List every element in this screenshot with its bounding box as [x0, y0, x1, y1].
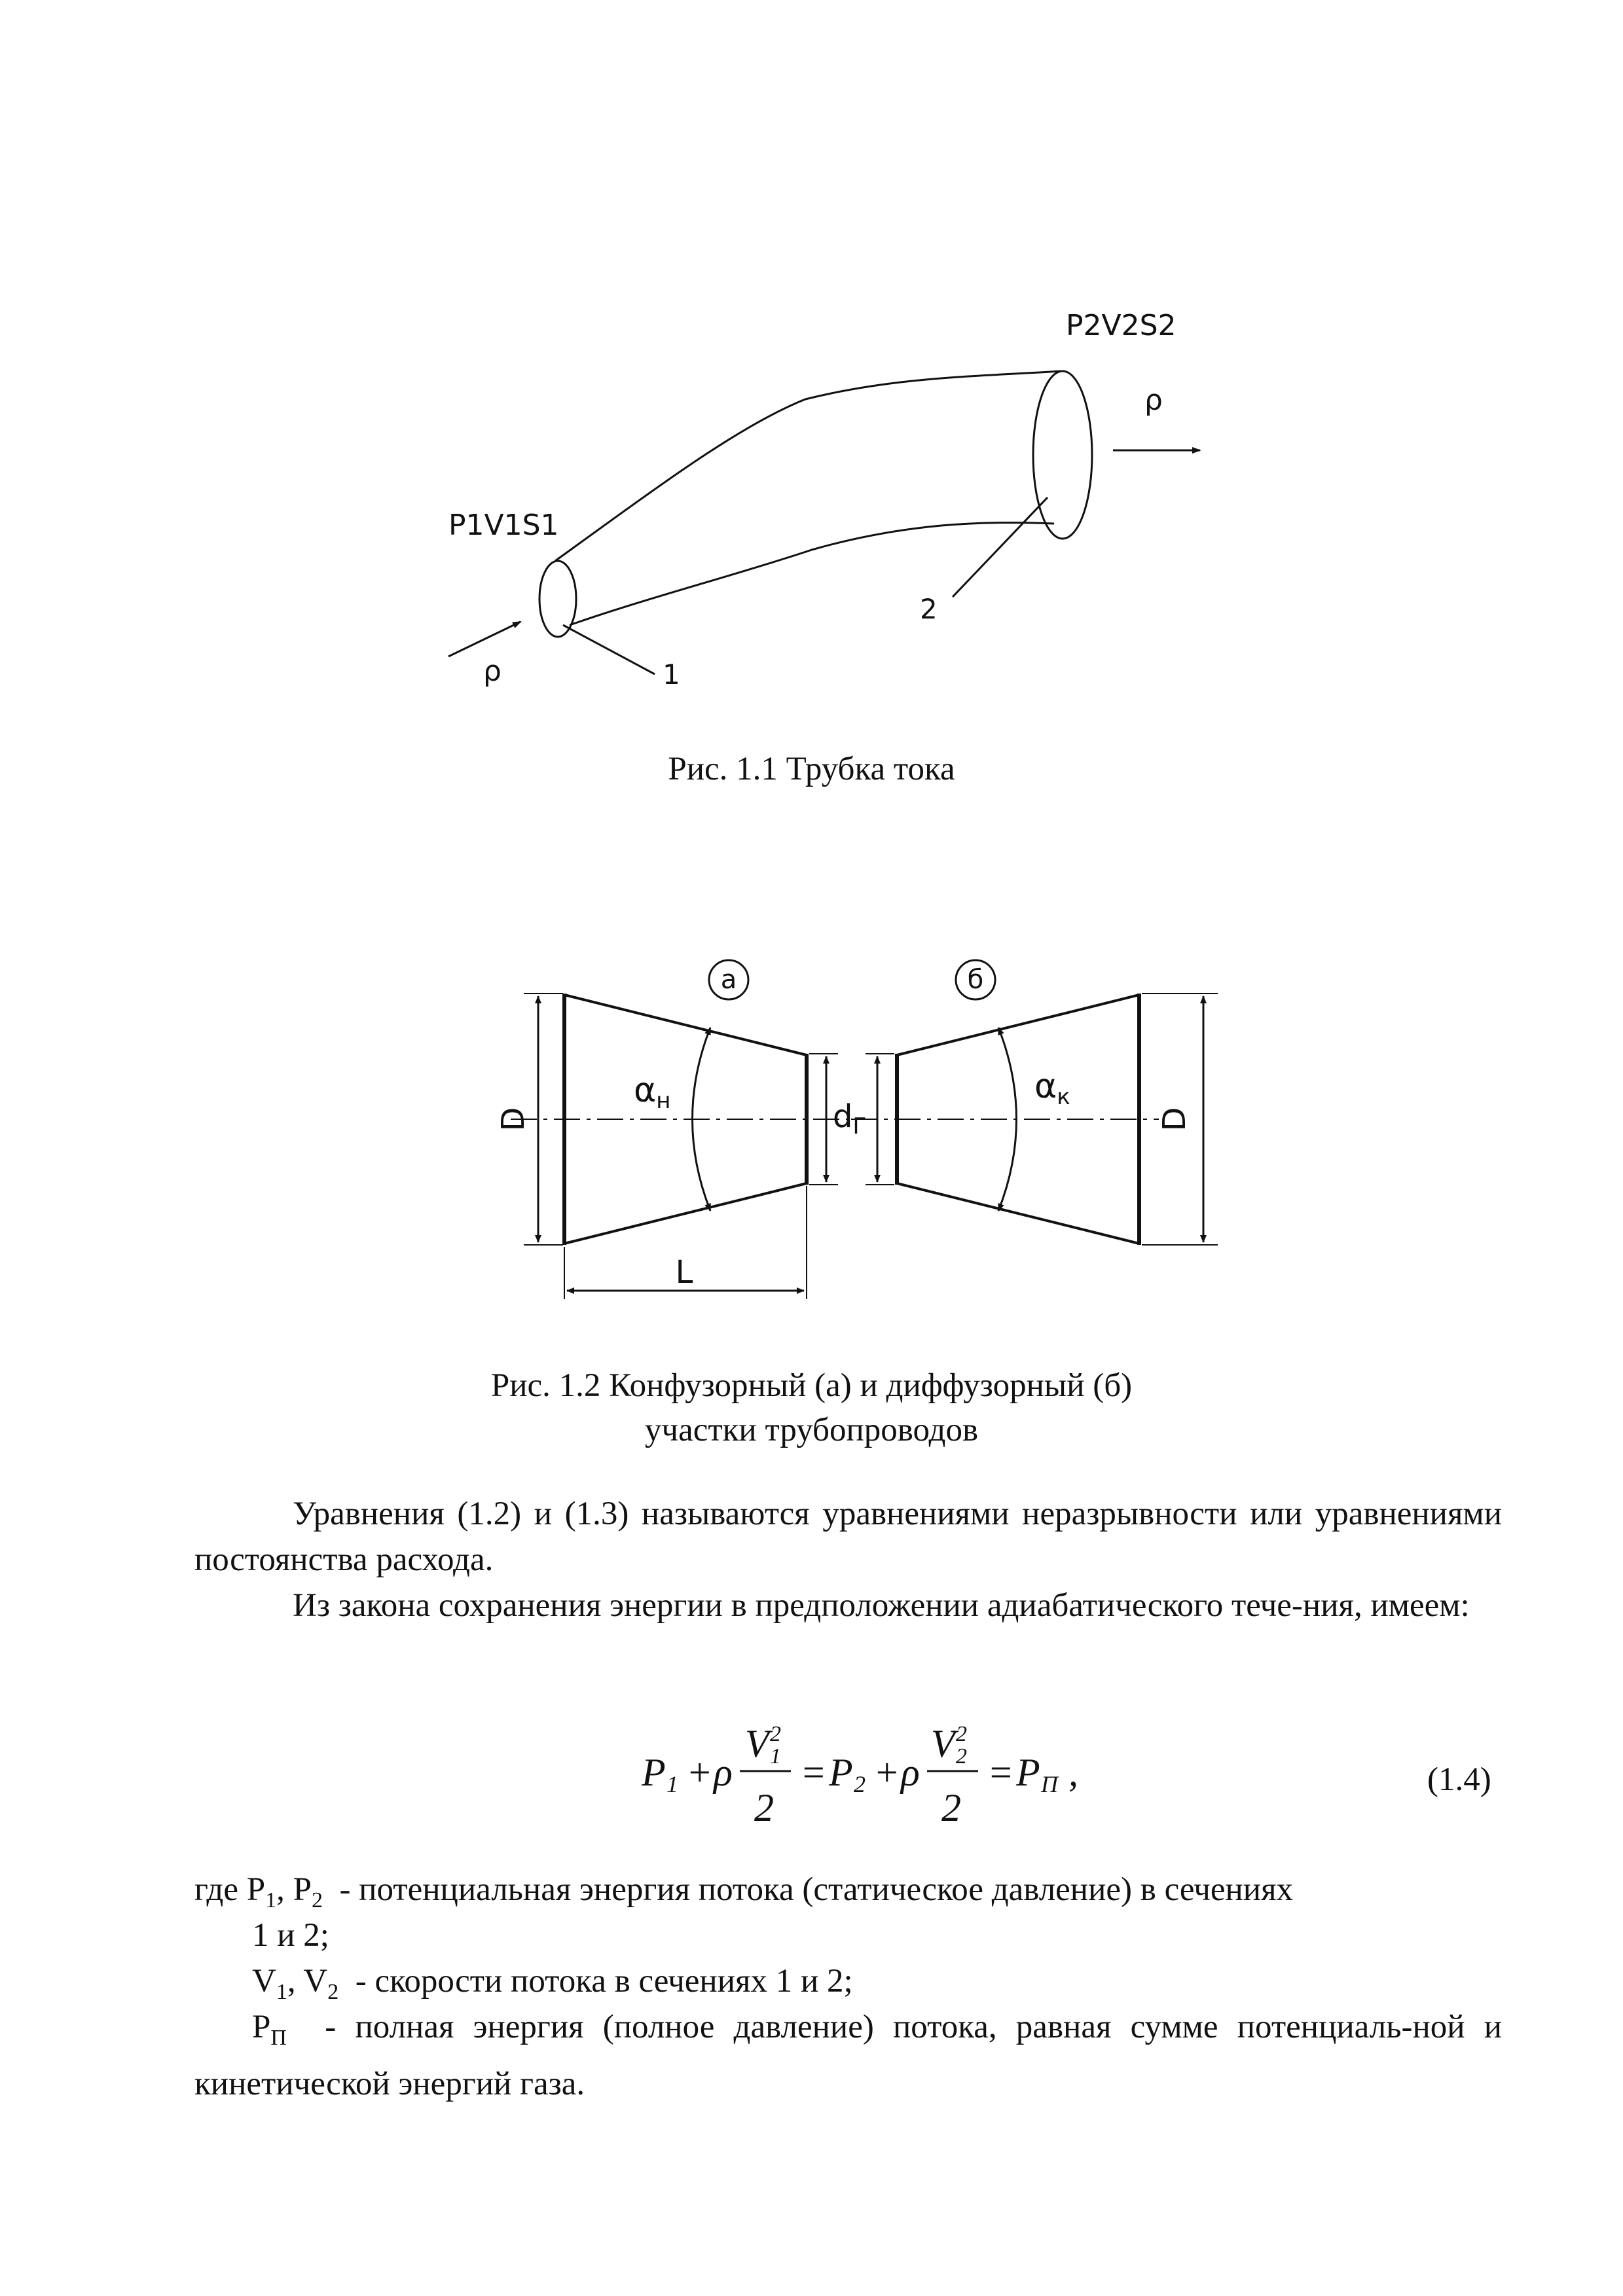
svg-text:2: 2 — [956, 1722, 967, 1746]
label-D-right: D — [1156, 1107, 1193, 1132]
svg-text:=: = — [987, 1751, 1014, 1794]
paragraph-continuity: Уравнения (1.2) и (1.3) называются уравнениями неразрывности или уравнениями постоянства расхода. — [194, 1496, 1502, 1578]
equation-1-4 — [635, 1708, 1133, 1839]
callout-2: 2 — [920, 593, 938, 625]
svg-text:1: 1 — [666, 1771, 678, 1797]
svg-text:ρ: ρ — [714, 1751, 733, 1794]
svg-text:1: 1 — [770, 1744, 781, 1768]
svg-text:P: P — [642, 1751, 666, 1794]
label-b: б — [967, 965, 984, 995]
callout-1: 1 — [663, 658, 680, 691]
svg-text:2: 2 — [956, 1744, 967, 1768]
svg-text:V: V — [931, 1722, 955, 1765]
label-D-left: D — [495, 1107, 532, 1132]
svg-text:2: 2 — [754, 1786, 774, 1829]
where-pp-line: $P_П$ - полная энергия (полное давление) потока, равная сумме потенциаль-ной и кинетической энергий газа. — [194, 2009, 1502, 2103]
where-p-line: где $P_1$, $P_2$ - потенциальная энергия потока (статическое давление) в сечениях — [194, 1871, 1294, 1913]
figure2-caption-line2: участки трубопроводов — [644, 1412, 979, 1448]
svg-text:,: , — [1068, 1751, 1078, 1794]
svg-text:P: P — [829, 1751, 853, 1794]
confuser-wall-top — [564, 995, 807, 1055]
figure1-caption: Рис. 1.1 Трубка тока — [668, 751, 955, 787]
label-dg: $d_Г$ — [833, 1098, 867, 1139]
label-outlet: P2V2S2 — [1066, 309, 1176, 342]
label-rho-in: ρ — [483, 655, 501, 688]
paragraph-energy: Из закона сохранения энергии в предположении адиабатического тече-ния, имеем: — [293, 1587, 1470, 1624]
svg-text:+: + — [873, 1751, 900, 1794]
svg-text:V: V — [745, 1722, 769, 1765]
where-v-line: $V_1$, $V_2$ - скорости потока в сечениях 1 и 2; — [252, 1963, 853, 2005]
confuser-wall-bottom — [564, 1183, 807, 1244]
svg-text:П: П — [1041, 1771, 1058, 1797]
label-alpha-k: αк — [1034, 1067, 1070, 1110]
label-L: L — [675, 1254, 693, 1291]
svg-text:2: 2 — [770, 1722, 781, 1746]
diffuser-wall-top — [897, 995, 1139, 1055]
svg-text:2: 2 — [854, 1771, 866, 1797]
where-p-cont: 1 и 2; — [252, 1917, 329, 1954]
svg-text:ρ: ρ — [901, 1751, 920, 1794]
label-rho-out: ρ — [1144, 384, 1163, 417]
svg-text:+: + — [686, 1751, 713, 1794]
figure2-caption-line1: Рис. 1.2 Конфузорный (а) и диффузорный (б) — [490, 1367, 1133, 1404]
label-a: а — [720, 965, 737, 995]
diffuser-wall-bottom — [897, 1183, 1139, 1244]
svg-text:P: P — [1016, 1751, 1040, 1794]
label-inlet: P1V1S1 — [448, 509, 559, 542]
label-alpha-n: αн — [634, 1071, 671, 1114]
equation-number: (1.4) — [1427, 1761, 1491, 1798]
svg-text:2: 2 — [941, 1786, 961, 1829]
svg-text:=: = — [800, 1751, 827, 1794]
